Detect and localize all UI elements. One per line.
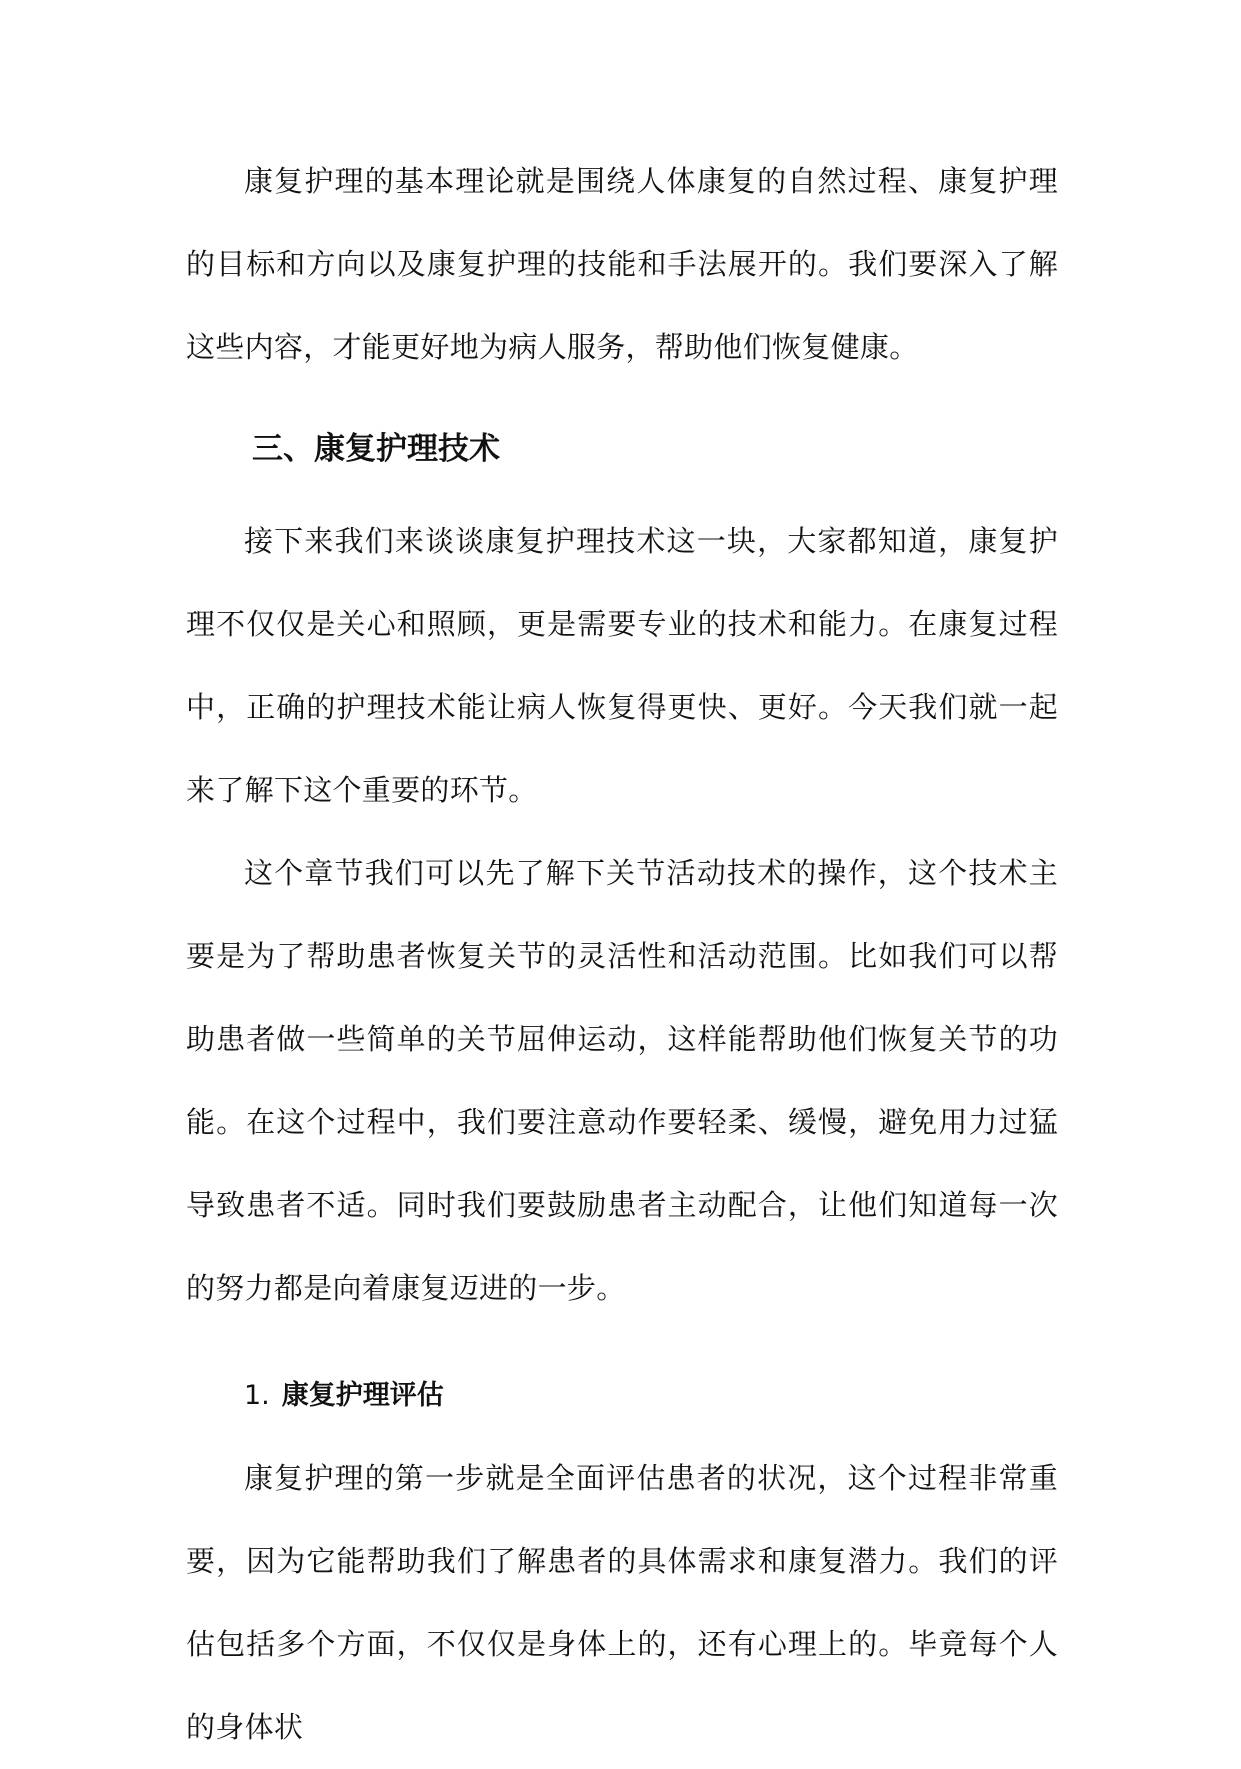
subsection-number: 1. <box>244 1380 270 1411</box>
body-paragraph-techniques-intro: 接下来我们来谈谈康复护理技术这一块，大家都知道，康复护理不仅仅是关心和照顾，更是需要专业的技术和能力。在康复过程中，正确的护理技术能让病人恢复得更快、更好。今天我们就一起来了解下这个重要的环节。 <box>186 524 1058 807</box>
body-paragraph-theory-summary: 康复护理的基本理论就是围绕人体康复的自然过程、康复护理的目标和方向以及康复护理的技能和手法展开的。我们要深入了解这些内容，才能更好地为病人服务，帮助他们恢复健康。 <box>186 164 1058 364</box>
subsection-heading-assessment <box>186 1354 1058 1437</box>
section-heading-rehab-nursing-techniques: 三、康复护理技术 <box>252 431 500 467</box>
body-paragraph-joint-activity: 这个章节我们可以先了解下关节活动技术的操作，这个技术主要是为了帮助患者恢复关节的灵活性和活动范围。比如我们可以帮助患者做一些简单的关节屈伸运动，这样能帮助他们恢复关节的功能。在这个过程中，我们要注意动作要轻柔、缓慢，避免用力过猛导致患者不适。同时我们要鼓励患者主动配合，让他们知道每一次的努力都是向着康复迈进的一步。 <box>186 856 1058 1305</box>
page-content <box>186 140 1058 1769</box>
subsection-title: 康复护理评估 <box>281 1380 444 1411</box>
body-paragraph-assessment: 康复护理的第一步就是全面评估患者的状况，这个过程非常重要，因为它能帮助我们了解患者的具体需求和康复潜力。我们的评估包括多个方面，不仅仅是身体上的，还有心理上的。毕竟每个人的身体状 <box>186 1461 1058 1744</box>
